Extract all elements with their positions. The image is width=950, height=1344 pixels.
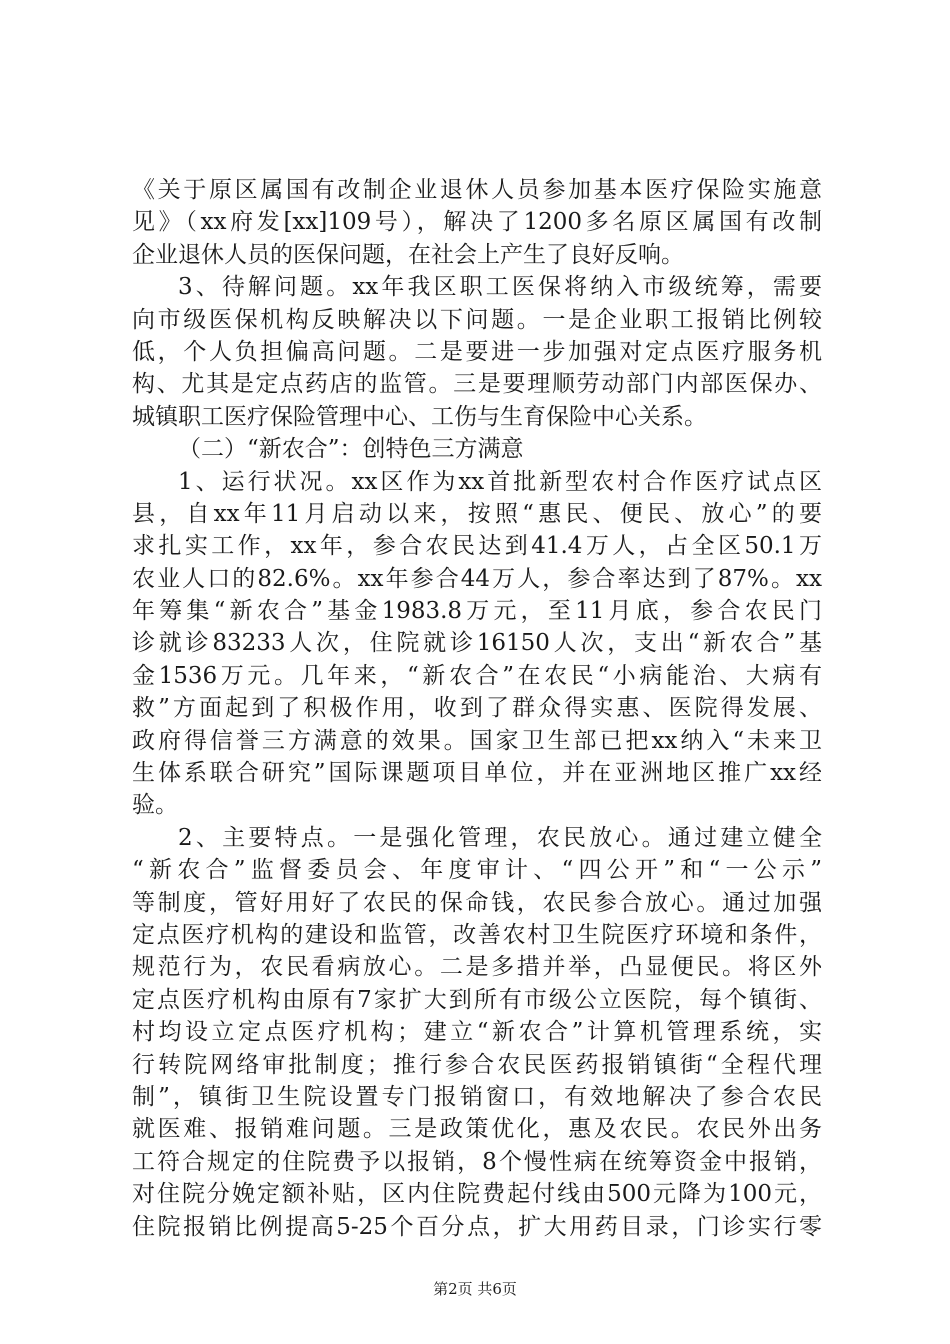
text-line: 年筹集“新农合”基金1983.8万元，至11月底，参合农民门: [132, 598, 822, 625]
text-line: 验。: [132, 792, 178, 819]
text-line: 村均设立定点医疗机构；建立“新农合”计算机管理系统，实: [132, 1019, 822, 1046]
document-body: [132, 174, 822, 1243]
text-line: 定点医疗机构由原有7家扩大到所有市级公立医院，每个镇街、: [132, 986, 822, 1013]
section-heading: （二）“新农合”：创特色三方满意: [178, 436, 524, 463]
text-line: 构、尤其是定点药店的监管。三是要理顺劳动部门内部医保办、: [132, 371, 822, 398]
paragraph-start-line: 3、待解问题。xx年我区职工医保将纳入市级统筹，需要: [178, 274, 822, 301]
text-line: 企业退休人员的医保问题，在社会上产生了良好反响。: [132, 241, 684, 268]
text-line: 向市级医保机构反映解决以下问题。一是企业职工报销比例较: [132, 306, 822, 333]
paragraph-start-line: 1、运行状况。xx区作为xx首批新型农村合作医疗试点区: [178, 468, 822, 495]
text-line: 对住院分娩定额补贴，区内住院费起付线由500元降为100元，: [132, 1181, 822, 1208]
text-line: 农业人口的82.6%。xx年参合44万人，参合率达到了87%。xx: [132, 565, 822, 592]
text-line: 低，个人负担偏高问题。二是要进一步加强对定点医疗服务机: [132, 338, 822, 365]
text-line: 诊就诊83233人次，住院就诊16150人次，支出“新农合”基: [132, 630, 822, 657]
text-line: 住院报销比例提高5-25个百分点，扩大用药目录，门诊实行零: [132, 1213, 822, 1240]
text-line: “新农合”监督委员会、年度审计、“四公开”和“一公示”: [132, 857, 822, 884]
text-line: 生体系联合研究”国际课题项目单位，并在亚洲地区推广xx经: [132, 760, 822, 787]
text-line: 县，自xx年11月启动以来，按照“惠民、便民、放心”的要: [132, 500, 822, 527]
page-number: 第2页 共6页: [433, 1280, 517, 1298]
text-line: 行转院网络审批制度；推行参合农民医药报销镇街“全程代理: [132, 1051, 822, 1078]
text-line: 就医难、报销难问题。三是政策优化，惠及农民。农民外出务: [132, 1116, 822, 1143]
text-line: 规范行为，农民看病放心。二是多措并举，凸显便民。将区外: [132, 954, 822, 981]
text-line: 等制度，管好用好了农民的保命钱，农民参合放心。通过加强: [132, 889, 822, 916]
paragraph-start-line: 2、主要特点。一是强化管理，农民放心。通过建立健全: [178, 824, 822, 851]
text-line: 城镇职工医疗保险管理中心、工伤与生育保险中心关系。: [132, 403, 707, 430]
text-line: 制”，镇街卫生院设置专门报销窗口，有效地解决了参合农民: [132, 1083, 822, 1110]
text-line: 见》（xx府发[xx]109号），解决了1200多名原区属国有改制: [132, 209, 822, 236]
text-line: 政府得信誉三方满意的效果。国家卫生部已把xx纳入“未来卫: [132, 727, 822, 754]
text-line: 定点医疗机构的建设和监管，改善农村卫生院医疗环境和条件，: [132, 921, 822, 948]
text-line: 救”方面起到了积极作用，收到了群众得实惠、医院得发展、: [132, 695, 822, 722]
text-line: 工符合规定的住院费予以报销，8个慢性病在统筹资金中报销，: [132, 1148, 822, 1175]
text-line: 求扎实工作，xx年，参合农民达到41.4万人，占全区50.1万: [132, 533, 822, 560]
page-footer: [0, 1279, 950, 1299]
text-line: 金1536万元。几年来，“新农合”在农民“小病能治、大病有: [132, 662, 822, 689]
text-line: 《关于原区属国有改制企业退休人员参加基本医疗保险实施意: [132, 177, 822, 203]
